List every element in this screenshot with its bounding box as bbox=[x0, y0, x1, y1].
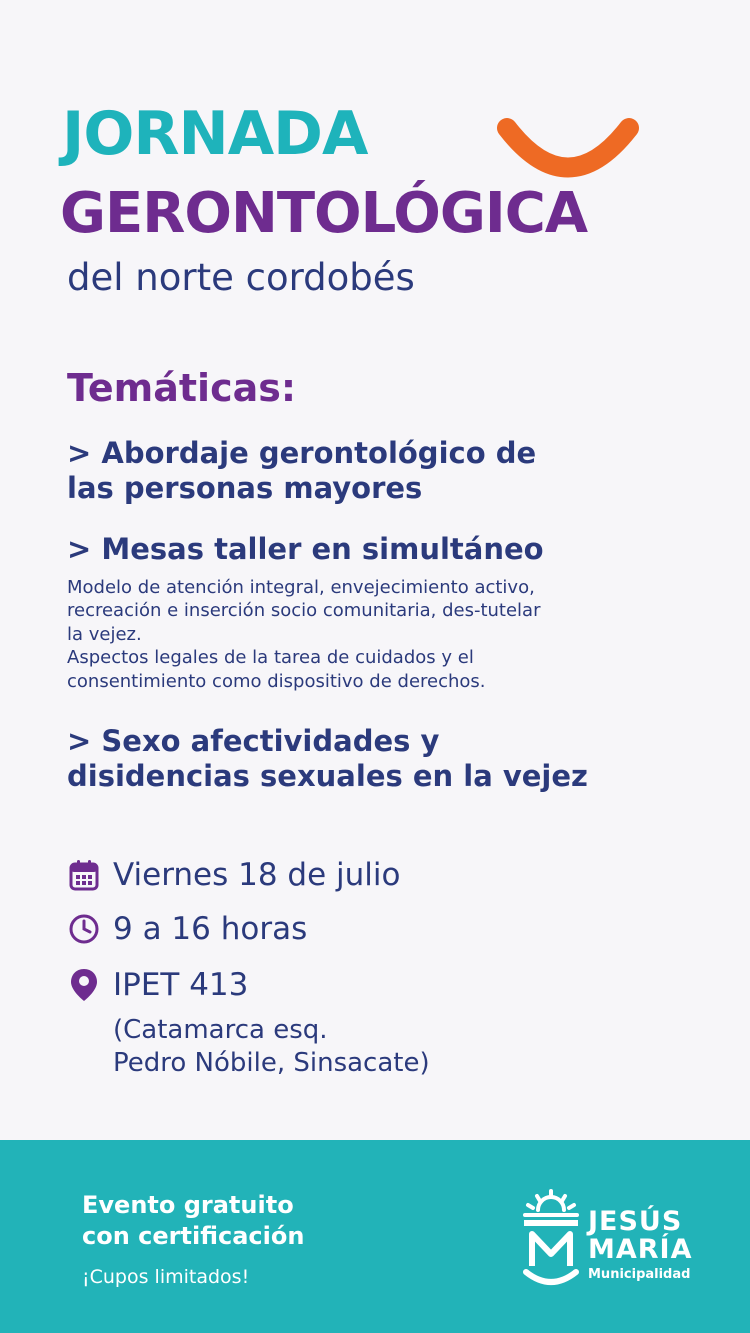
topic-3 bbox=[67, 724, 707, 794]
title-line-1: JORNADA bbox=[62, 99, 368, 169]
desc-line: recreación e inserción socio comunitaria, des-tutelar bbox=[67, 600, 541, 622]
logo-line-2: MARÍA bbox=[588, 1234, 693, 1266]
topic-1-line-1: > Abordaje gerontológico de bbox=[67, 436, 537, 470]
desc-line: Modelo de atención integral, envejecimiento activo, bbox=[67, 577, 535, 598]
subtitle: del norte cordobés bbox=[67, 256, 415, 299]
topic-3-line-1: > Sexo afectividades y bbox=[67, 724, 440, 758]
limited-spots: ¡Cupos limitados! bbox=[82, 1266, 250, 1288]
address-line-2: Pedro Nóbile, Sinsacate) bbox=[113, 1047, 430, 1078]
event-address bbox=[113, 1014, 430, 1079]
location-pin-icon bbox=[67, 968, 101, 1002]
logo-subtitle: Municipalidad bbox=[588, 1266, 691, 1282]
title-line-2: GERONTOLÓGICA bbox=[60, 181, 588, 246]
footer bbox=[0, 1140, 750, 1333]
event-time-row bbox=[67, 912, 307, 946]
topic-3-line-2: disidencias sexuales en la vejez bbox=[67, 758, 588, 793]
event-date-row bbox=[67, 858, 401, 892]
free-event-notice bbox=[82, 1190, 304, 1252]
topic-1 bbox=[67, 436, 707, 506]
logo-line-1: JESÚS bbox=[588, 1206, 683, 1237]
event-time: 9 a 16 horas bbox=[113, 911, 308, 947]
desc-line: consentimiento como dispositivo de derechos. bbox=[67, 670, 486, 692]
event-place-row bbox=[67, 968, 248, 1002]
logo-text bbox=[588, 1208, 693, 1282]
smile-icon bbox=[493, 112, 643, 192]
topic-2 bbox=[67, 532, 707, 567]
topic-1-line-2: las personas mayores bbox=[67, 470, 423, 505]
event-place: IPET 413 bbox=[113, 967, 249, 1003]
desc-line: Aspectos legales de la tarea de cuidados y el bbox=[67, 647, 474, 669]
address-line-1: (Catamarca esq. bbox=[113, 1015, 328, 1045]
event-date: Viernes 18 de julio bbox=[113, 857, 401, 893]
desc-line: la vejez. bbox=[67, 623, 142, 645]
free-line-1: Evento gratuito bbox=[82, 1191, 294, 1219]
topics-heading: Temáticas: bbox=[67, 366, 297, 410]
sun-logo-icon bbox=[520, 1188, 582, 1288]
topic-2-line-1: > Mesas taller en simultáneo bbox=[67, 532, 544, 566]
topic-2-description bbox=[67, 576, 687, 693]
free-line-2: con certificación bbox=[82, 1222, 305, 1251]
clock-icon bbox=[67, 912, 101, 946]
calendar-icon bbox=[67, 858, 101, 892]
